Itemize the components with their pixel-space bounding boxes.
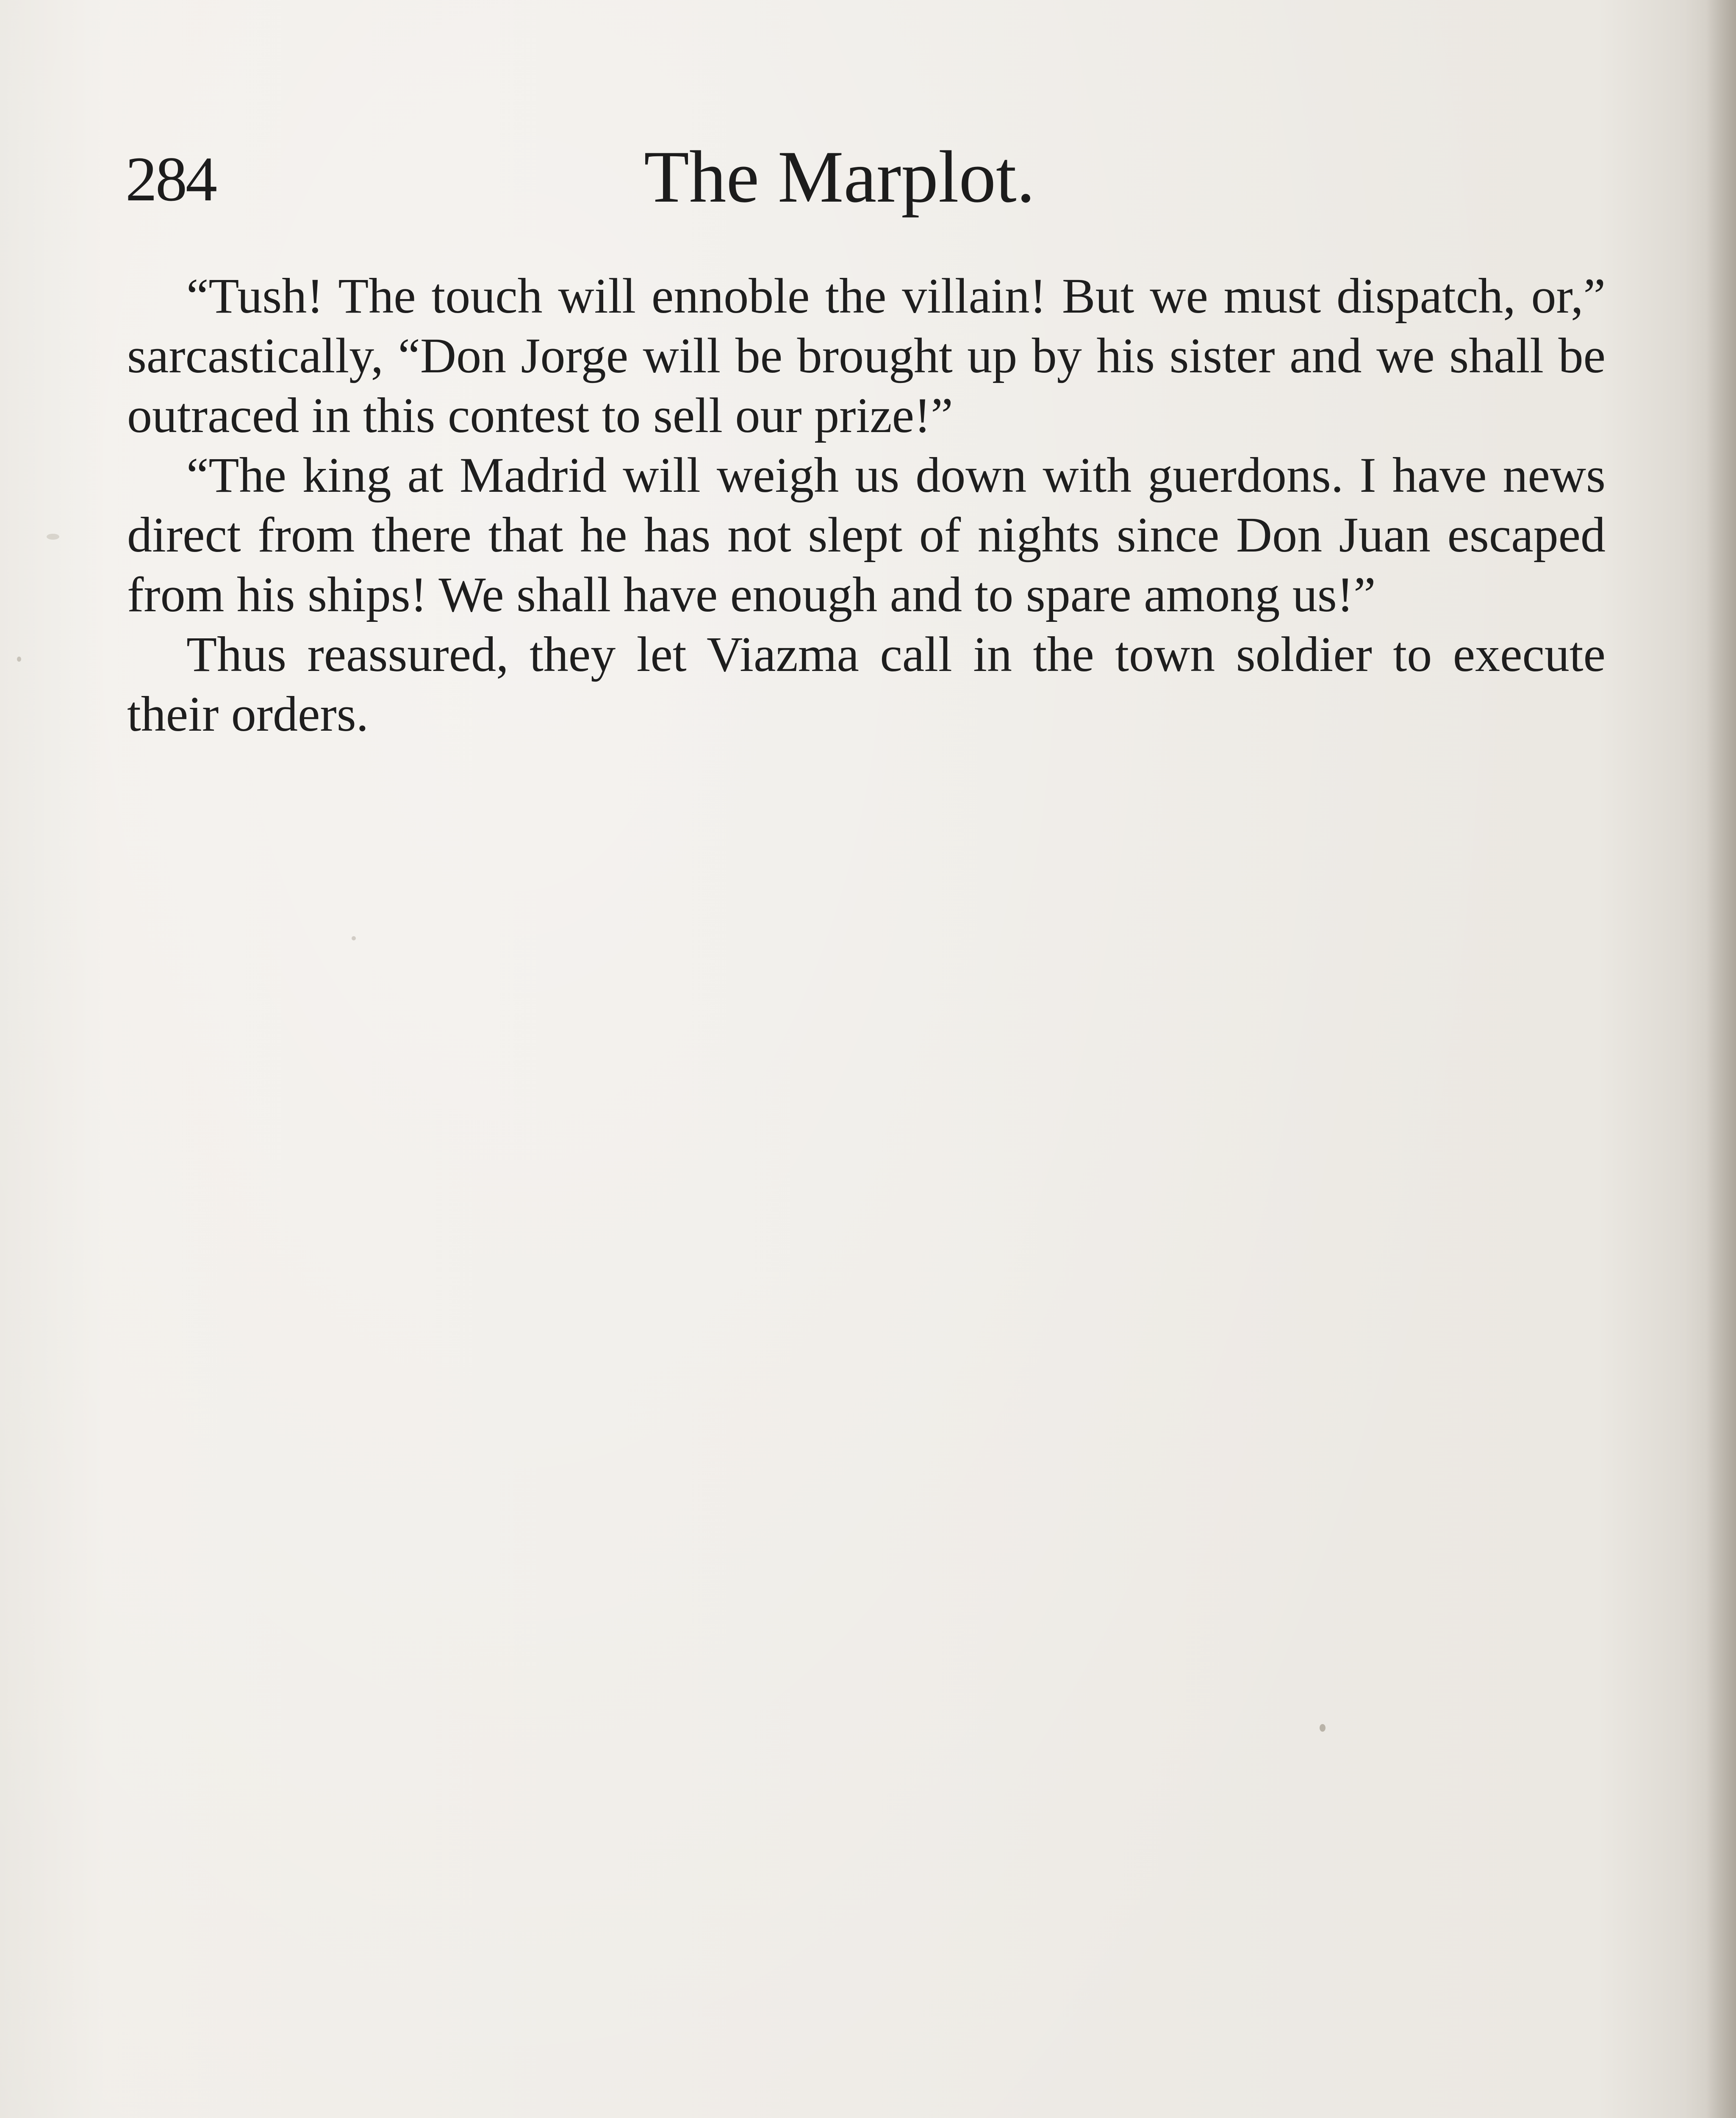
- paper-speck: [47, 534, 59, 540]
- paper-speck: [352, 936, 356, 940]
- paragraph-2: “The king at Madrid will weigh us down with guerdons. I have news direct from there that he has not slept of nights since Don Juan escaped from his ships! We shall have enough and to spare among us!”: [127, 447, 1606, 622]
- paper-speck: [1320, 1724, 1326, 1732]
- paragraph-3: Thus reassured, they let Viazma call in the town soldier to execute their orders.: [127, 627, 1606, 742]
- running-head: The Marplot.: [644, 136, 1035, 218]
- page-edge-shadow: [1706, 0, 1736, 2118]
- paragraph-1: “Tush! The touch will ennoble the villain! But we must dispatch, or,” sarcastically, “Don Jorge will be brought up by his sister and we shall be outraced in this contest to sell our prize!”: [127, 268, 1606, 443]
- page-number: 284: [125, 144, 216, 214]
- page-header: [123, 136, 1606, 233]
- body-text: [127, 266, 1606, 744]
- paper-speck: [17, 657, 21, 662]
